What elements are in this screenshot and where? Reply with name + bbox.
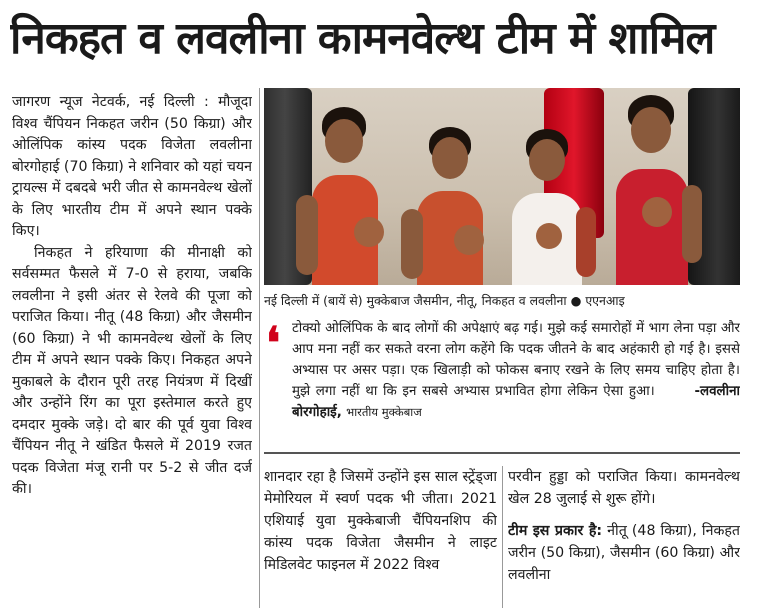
quote-author-role: भारतीय मुक्केबाज	[346, 405, 422, 419]
middle-column-text: शानदार रहा है जिसमें उन्होंने इस साल स्ट्रेंड्जा मेमोरियल में स्वर्ण पदक भी जीता। 2021 एशियाई युवा मुक्केबाजी चैंपियनशिप की कांस्य पदक विजेता जैसमीन ने लाइट मिडिलवेट फाइनल में 2022 विश्व	[264, 469, 497, 573]
right-column	[508, 466, 740, 608]
column-divider	[259, 88, 260, 608]
column-divider-2	[502, 466, 503, 608]
quote-author: -लवलीना बोरगोहाई,	[292, 384, 740, 420]
pull-quote	[264, 318, 740, 444]
team-list	[508, 520, 740, 586]
quote-text	[264, 318, 740, 423]
photo-caption	[264, 291, 740, 311]
boxer-figure-1	[294, 105, 394, 285]
news-photo	[264, 88, 740, 285]
section-divider	[264, 452, 740, 454]
boxer-figure-4	[594, 93, 704, 285]
right-para-1: परवीन हुड्डा को पराजित किया। कामनवेल्थ खेल 28 जुलाई से शुरू होंगे।	[508, 469, 740, 507]
headline: निकहत व लवलीना कामनवेल्थ टीम में शामिल	[10, 13, 715, 64]
quote-mark-icon: ❛	[266, 318, 281, 369]
boxer-figure-3	[496, 127, 596, 285]
caption-credit: ● एएनआइ	[570, 293, 625, 308]
caption-text: नई दिल्ली में (बायें से) मुक्केबाज जैसमीन, नीतू, निकहत व लवलीना	[264, 293, 567, 308]
quote-body: टोक्यो ओलिंपिक के बाद लोगों की अपेक्षाएं बढ़ गई। मुझे कई समारोहों में भाग लेना पड़ा और आप मना नहीं कर सकते वरना लोग कहेंगे कि पदक जीतने के बाद अहंकारी हो गई है। इससे अभ्यास पर असर पड़ा। एक खिलाड़ी को फोकस बनाए रखने के लिए समय चाहिए होता है। मुझे लगा नहीं था कि इन सबसे अभ्यास प्रभावित होगा लेकिन ऐसा हुआ।	[292, 321, 740, 399]
team-label: टीम इस प्रकार है:	[508, 523, 603, 539]
middle-column	[264, 466, 497, 608]
left-column	[12, 92, 252, 608]
boxer-figure-2	[399, 125, 499, 285]
left-para-1: जागरण न्यूज नेटवर्क, नई दिल्ली : मौजूदा विश्व चैंपियन निकहत जरीन (50 किग्रा) और ओलिंपिक कांस्य पदक विजेता लवलीना बोरगोहाई (70 किग्रा) ने शनिवार को यहां चयन ट्रायल्स में दबदबे भरी जीत से कामनवेल्थ खेलों के लिए भारतीय टीम में अपने स्थान पक्के किए।	[12, 94, 252, 239]
left-para-2: निकहत ने हरियाणा की मीनाक्षी को सर्वसम्मत फैसले में 7-0 से हराया, जबकि लवलीना ने इसी अंतर से रेलवे की पूजा को पराजित किया। नीतू (48 किग्रा) और जैसमीन (60 किग्रा) ने भी कामनवेल्थ खेलों के लिए टीम में अपने स्थान पक्के किए। निकहत अपने मुकाबले के दौरान पूरी तरह नियंत्रण में दिखीं और उन्होंने रिंग का पूरा इस्तेमाल करते हुए दमदार मुक्के जड़े। दो बार की पूर्व युवा विश्व चैंपियन नीतू ने खंडित फैसले में 2019 रजत पदक विजेता मंजू रानी पर 5-2 से जीत दर्ज की।	[12, 244, 252, 497]
team-text: नीतू (48 किग्रा), निकहत जरीन (50 किग्रा), जैसमीन (60 किग्रा) और लवलीना	[508, 523, 740, 583]
